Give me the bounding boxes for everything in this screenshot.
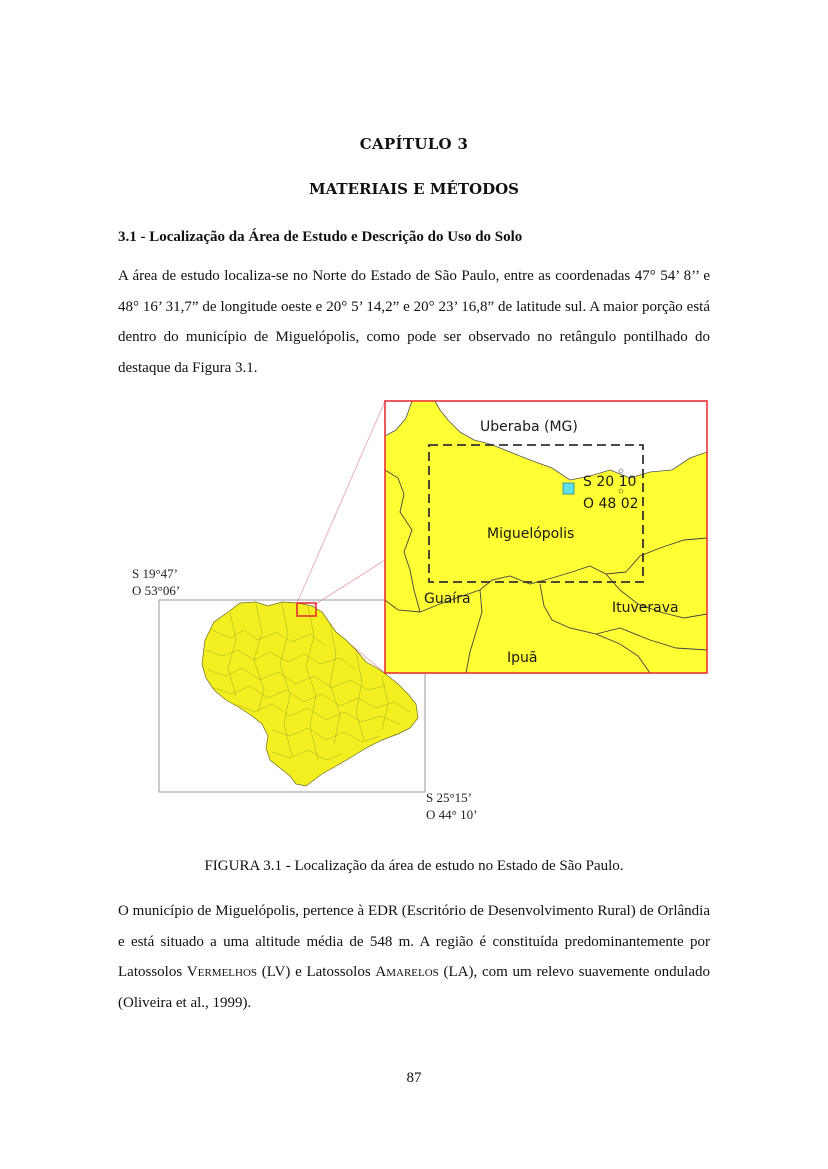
section-title: MATERIAIS E MÉTODOS [308,180,520,198]
label-point-lon: O 48 02 [583,496,639,512]
chapter-heading: CAPÍTULO 3 [359,135,469,153]
nw-corner-lat: S 19°47’ [132,566,179,581]
label-uberaba: Uberaba (MG) [480,419,578,435]
paragraph-location: A área de estudo localiza-se no Norte do Estado de São Paulo, entre as coordenadas 47° 54’ 8’’ e 48° 16’ 31,7” de longitude oeste e 20° 5’ 14,2” e 20° 23’ 16,8” de latitude sul. A maior porção está dentro do município de Miguelópolis, como pode ser observado no retângulo pontilhado do destaque da Figura 3.1. [118,268,710,376]
study-point-marker [563,483,574,494]
label-point-lat: S 20 10 [583,474,637,490]
nw-corner-lon: O 53°06’ [132,583,181,598]
se-corner-lat: S 25°15’ [426,790,473,805]
label-miguelopolis: Miguelópolis [487,526,575,542]
paragraph2-part3: (LA), com um relevo suavemente ondulado (Oliveira et al., 1999). [118,964,711,1011]
paragraph2-vermelhos: Vermelhos [186,964,258,980]
figure-caption: FIGURA 3.1 - Localização da área de estudo no Estado de São Paulo. [204,858,624,874]
paragraph2-part2: (LV) e Latossolos [257,964,376,980]
page-number: 87 [406,1070,422,1086]
label-ituverava: Ituverava [612,600,679,616]
subsection-title: 3.1 - Localização da Área de Estudo e Descrição do Uso do Solo [118,229,523,245]
label-guaira: Guaíra [424,591,471,607]
se-corner-lon: O 44° 10’ [426,807,478,822]
inset-map [385,401,707,673]
paragraph2-amarelos: Amarelos [375,964,439,980]
connector-line-top [297,401,385,603]
label-ipua: Ipuã [507,650,538,666]
paragraph-municipality [118,896,710,1018]
paragraph2-part1: O município de Miguelópolis, pertence à EDR (Escritório de Desenvolvimento Rural) de Orlândia e está situado a uma altitude média de 548 m. A região é constituída predominantemente por Latossolos [118,903,710,980]
